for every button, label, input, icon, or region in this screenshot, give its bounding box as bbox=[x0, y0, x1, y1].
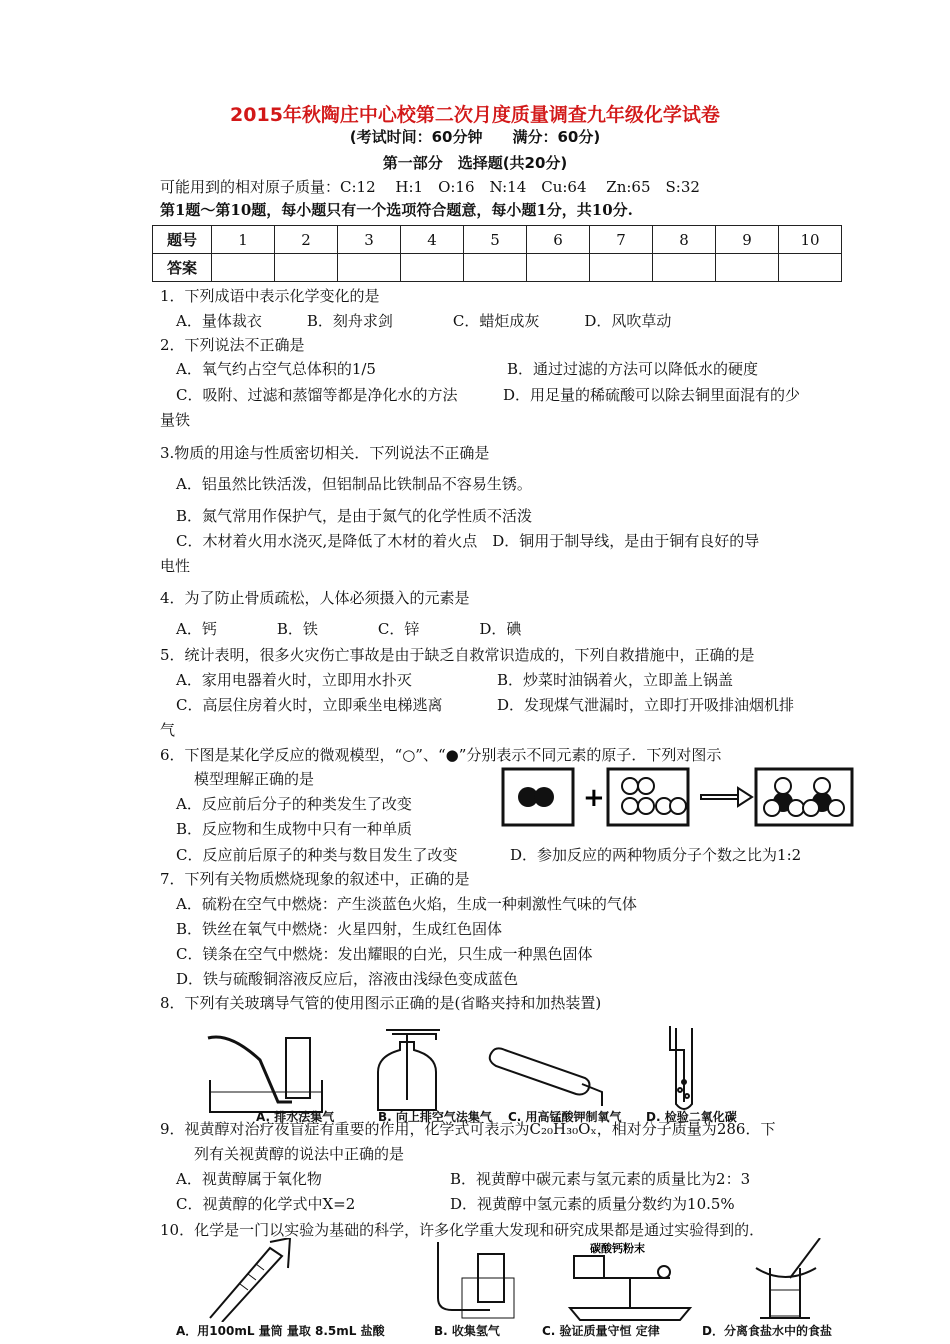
question-7: 7．下列有关物质燃烧现象的叙述中，正确的是 bbox=[160, 870, 470, 888]
question-10: 10．化学是一门以实验为基础的科学，许多化学重大发现和研究成果都是通过实验得到的． bbox=[160, 1221, 765, 1239]
q8-caption-a: A. 排水法集气 bbox=[256, 1110, 335, 1124]
answer-cell[interactable] bbox=[401, 254, 464, 282]
question-7-option-c: C．镁条在空气中燃烧：发出耀眼的白光，只生成一种黑色固体 bbox=[176, 945, 593, 963]
question-number-cell: 10 bbox=[779, 226, 842, 254]
question-3-option-a: A．铝虽然比铁活泼，但铝制品比铁制品不容易生锈。 bbox=[176, 475, 532, 493]
question-5-option-d-cont: 气 bbox=[160, 721, 176, 739]
question-5: 5．统计表明，很多火灾伤亡事故是由于缺乏自救常识造成的，下列自救措施中，正确的是 bbox=[160, 646, 755, 664]
exam-info: (考试时间：60分钟 满分：60分) bbox=[349, 128, 601, 146]
question-9: 9．视黄醇对治疗夜盲症有重要的作用，化学式可表示为C₂₀H₃₀Oₓ，相对分子质量为286．下 bbox=[160, 1120, 776, 1138]
question-5-option-b: B．炒菜时油锅着火，立即盖上锅盖 bbox=[497, 671, 734, 689]
question-6-option-b: B．反应物和生成物中只有一种单质 bbox=[176, 820, 413, 838]
answer-cell[interactable] bbox=[275, 254, 338, 282]
question-7-option-d: D．铁与硫酸铜溶液反应后，溶液由浅绿色变成蓝色 bbox=[176, 970, 519, 988]
q10-caption-c: C. 验证质量守恒 定律 bbox=[542, 1324, 660, 1338]
calcium-carbonate-label: 碳酸钙粉末 bbox=[590, 1242, 645, 1255]
question-5-option-d: D．发现煤气泄漏时，立即打开吸排油烟机排 bbox=[497, 696, 795, 714]
question-number-cell: 7 bbox=[590, 226, 653, 254]
question-number-cell: 6 bbox=[527, 226, 590, 254]
q8-caption-d: D. 检验二氧化碳 bbox=[646, 1110, 737, 1124]
question-4-options: A．钙 B．铁 C．锌 D．碘 bbox=[176, 620, 522, 638]
black-atom bbox=[534, 787, 554, 807]
answer-cell[interactable] bbox=[527, 254, 590, 282]
figure-b-upward-air-collection bbox=[378, 1030, 440, 1110]
question-2: 2．下列说法不正确是 bbox=[160, 336, 305, 354]
answer-cell[interactable] bbox=[779, 254, 842, 282]
question-2-option-d-cont: 量铁 bbox=[160, 411, 191, 429]
question-6-cont: 模型理解正确的是 bbox=[194, 770, 315, 788]
question-3-option-c-cont: 电性 bbox=[160, 557, 191, 575]
q10-caption-d: D．分离食盐水中的食盐 bbox=[702, 1324, 832, 1338]
gas-tube-figures bbox=[200, 1020, 720, 1120]
q8-caption-c: C. 用高锰酸钾制氧气 bbox=[508, 1110, 622, 1124]
question-number-cell: 3 bbox=[338, 226, 401, 254]
question-3-option-c: C．木材着火用水浇灭,是降低了木材的着火点 D．铜用于制导线，是由于铜有良好的导 bbox=[176, 532, 760, 550]
question-number-cell: 9 bbox=[716, 226, 779, 254]
question-2-option-a: A．氧气约占空气总体积的1/5 bbox=[176, 360, 376, 378]
question-3: 3.物质的用途与性质密切相关．下列说法不正确是 bbox=[160, 444, 490, 462]
question-5-option-a: A．家用电器着火时，立即用水扑灭 bbox=[176, 671, 412, 689]
answer-cell[interactable] bbox=[338, 254, 401, 282]
q10-caption-b: B. 收集氢气 bbox=[434, 1324, 500, 1338]
answer-cell[interactable] bbox=[464, 254, 527, 282]
question-9-option-d: D．视黄醇中氢元素的质量分数约为10.5% bbox=[450, 1195, 735, 1213]
question-6-option-a: A．反应前后分子的种类发生了改变 bbox=[176, 795, 412, 813]
question-number-cell: 8 bbox=[653, 226, 716, 254]
part-title: 第一部分 选择题(共20分) bbox=[382, 154, 568, 172]
answer-cell[interactable] bbox=[590, 254, 653, 282]
question-2-option-b: B．通过过滤的方法可以降低水的硬度 bbox=[507, 360, 759, 378]
answer-table bbox=[152, 225, 842, 282]
question-number-cell: 5 bbox=[464, 226, 527, 254]
answer-table-answer-row bbox=[153, 254, 842, 282]
question-number-cell: 1 bbox=[212, 226, 275, 254]
question-5-option-c: C．高层住房着火时，立即乘坐电梯逃离 bbox=[176, 696, 443, 714]
question-1-options: A．量体裁衣 B．刻舟求剑 C．蜡炬成灰 D．风吹草动 bbox=[176, 312, 672, 330]
question-6-option-c: C．反应前后原子的种类与数目发生了改变 bbox=[176, 846, 458, 864]
question-7-option-a: A．硫粉在空气中燃烧：产生淡蓝色火焰，生成一种刺激性气味的气体 bbox=[176, 895, 637, 913]
question-6: 6．下图是某化学反应的微观模型，“○”、“●”分别表示不同元素的原子．下列对图示 bbox=[160, 746, 722, 764]
question-number-cell: 2 bbox=[275, 226, 338, 254]
exam-title: 2015年秋陶庄中心校第二次月度质量调查九年级化学试卷 bbox=[230, 104, 720, 126]
answer-cell[interactable] bbox=[716, 254, 779, 282]
question-4: 4．为了防止骨质疏松，人体必须摄入的元素是 bbox=[160, 589, 470, 607]
figure-c-balance bbox=[570, 1256, 690, 1320]
question-6-option-d: D．参加反应的两种物质分子个数之比为1:2 bbox=[510, 846, 802, 864]
row-label-answer: 答案 bbox=[153, 254, 212, 282]
figure-b-hydrogen-collection bbox=[438, 1242, 514, 1318]
question-8: 8．下列有关玻璃导气管的使用图示正确的是(省略夹持和加热装置) bbox=[160, 994, 602, 1012]
question-2-option-d: D．用足量的稀硫酸可以除去铜里面混有的少 bbox=[503, 386, 801, 404]
question-9-option-c: C．视黄醇的化学式中X=2 bbox=[176, 1195, 356, 1213]
reaction-micro-model-figure bbox=[500, 766, 856, 828]
answer-table-header-row bbox=[153, 226, 842, 254]
answer-cell[interactable] bbox=[653, 254, 716, 282]
plus-sign: + bbox=[583, 783, 605, 813]
row-label-number: 题号 bbox=[153, 226, 212, 254]
question-number-cell: 4 bbox=[401, 226, 464, 254]
figure-a-water-collection bbox=[208, 1037, 322, 1112]
question-9-option-a: A．视黄醇属于氧化物 bbox=[176, 1170, 322, 1188]
question-9-cont: 列有关视黄醇的说法中正确的是 bbox=[194, 1145, 405, 1163]
question-3-option-b: B．氮气常用作保护气，是由于氮气的化学性质不活泼 bbox=[176, 507, 533, 525]
instruction-line: 第1题～第10题，每小题只有一个选项符合题意，每小题1分，共10分. bbox=[160, 201, 633, 219]
q10-caption-a: A．用100mL 量筒 量取 8.5mL 盐酸 bbox=[176, 1324, 385, 1338]
atomic-mass-line: 可能用到的相对原子质量：C:12 H:1 O:16 N:14 Cu:64 Zn:65 S:32 bbox=[160, 178, 700, 196]
question-1: 1．下列成语中表示化学变化的是 bbox=[160, 287, 380, 305]
figure-a-graduated-cylinder bbox=[210, 1238, 290, 1322]
figure-d-co2-test bbox=[670, 1026, 692, 1109]
figure-d-evaporation bbox=[756, 1238, 820, 1318]
question-9-option-b: B．视黄醇中碳元素与氢元素的质量比为2：3 bbox=[450, 1170, 751, 1188]
q8-caption-b: B. 向上排空气法集气 bbox=[378, 1110, 492, 1124]
question-7-option-b: B．铁丝在氧气中燃烧：火星四射，生成红色固体 bbox=[176, 920, 503, 938]
answer-cell[interactable] bbox=[212, 254, 275, 282]
figure-c-kmno4-oxygen bbox=[490, 1048, 602, 1106]
experiment-figures bbox=[170, 1238, 870, 1322]
question-2-option-c: C．吸附、过滤和蒸馏等都是净化水的方法 bbox=[176, 386, 458, 404]
